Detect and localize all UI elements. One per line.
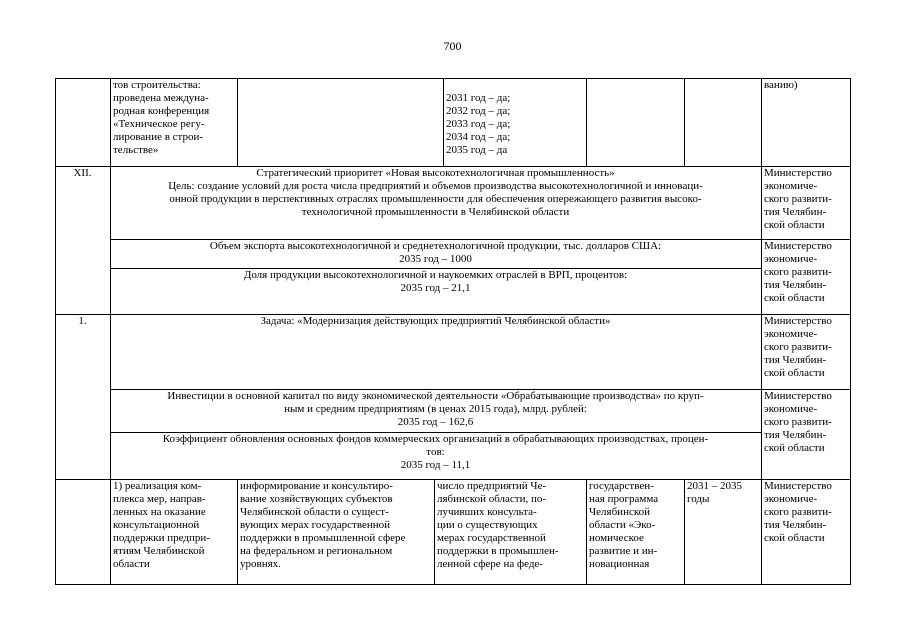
top-row-years: 2031 год – да; 2032 год – да; 2033 год – да; 2034 год – да; 2035 год – да xyxy=(446,92,511,156)
section-priority-goal: Стратегический приоритет «Новая высокотехнологичная промышленность» Цель: создание условий для роста числа предприятий и объемов производства высокотехнологичной и инновaци- онной продукции в перспективных отраслях промышленности для обеспечения опережающего развития высоко- технологичной промышленности в Челябинской области xyxy=(168,167,703,218)
section-number: XII. xyxy=(73,167,92,179)
column-divider xyxy=(684,78,685,167)
measure-program: государствен- ная программа Челябинской области «Эко- номическое развитие и ин- новационная xyxy=(589,480,659,570)
column-divider xyxy=(586,78,587,167)
measure-responsible: Министерство экономиче- ского развити- тия Челябин- ской области xyxy=(764,480,832,544)
indicator-export: Объем экспорта высокотехнологичной и среднетехнологичной продукции, тыс. долларов США: 2035 год – 1000 xyxy=(209,240,662,265)
indicator-grp-share: Доля продукции высокотехнологичной и наукоемких отраслей в ВРП, процентов: 2035 год – 21,1 xyxy=(243,269,628,294)
task-number: 1. xyxy=(78,315,87,327)
indicator-renewal-rate: Коэффициент обновления основных фондов коммерческих организаций в обрабатывающих производствах, процен- тов: 2035 год – 11,1 xyxy=(162,433,709,471)
table-right-border xyxy=(850,78,851,585)
measure-description: 1) реализация ком- плекса мер, направ- ленных на оказание консультационной поддержки предпри- ятиям Челябинской области xyxy=(113,480,210,570)
indicators-responsible: Министерство экономиче- ского развити- тия Челябин- ской области xyxy=(764,240,832,304)
section-responsible: Министерство экономиче- ского развити- тия Челябин- ской области xyxy=(764,167,832,231)
top-row-measure-text: тов строительства: проведена междуна- родная конференция «Техническое регу- лирование в строи- тельстве» xyxy=(113,79,210,156)
top-row-responsible: ванию) xyxy=(764,79,798,91)
column-divider xyxy=(237,78,238,167)
task-responsible: Министерство экономиче- ского развити- тия Челябин- ской области xyxy=(764,315,832,379)
page-number: 700 xyxy=(443,39,462,53)
task-indicators-responsible: Министерство экономиче- ского развити- тия Челябин- ской области xyxy=(764,390,832,454)
measure-period: 2031 – 2035 годы xyxy=(687,480,742,505)
measure-indicator: число предприятий Че- лябинской области, по- лучивших консульта- ции о существующих мерах государственной поддержки в промышлен- ленной сфере на феде- xyxy=(437,480,559,570)
task-title: Задача: «Модернизация действующих предприятий Челябинской области» xyxy=(260,315,611,327)
measure-content: информирование и консультиро- вание хозяйствующих субъектов Челябинской области о сущест- вующих мерах государственной поддержки в промышленной сфере на федеральном и региональном уровнях. xyxy=(240,480,406,570)
indicator-investment: Инвестиции в основной капитал по виду экономической деятельности «Обрабатывающие производства» по круп- ным и средним предприятиям (в ценах 2015 года), млрд. рублей: 2035 год – 162,6 xyxy=(167,390,704,428)
table-bottom-border xyxy=(55,584,850,585)
table-left-border xyxy=(55,78,56,585)
